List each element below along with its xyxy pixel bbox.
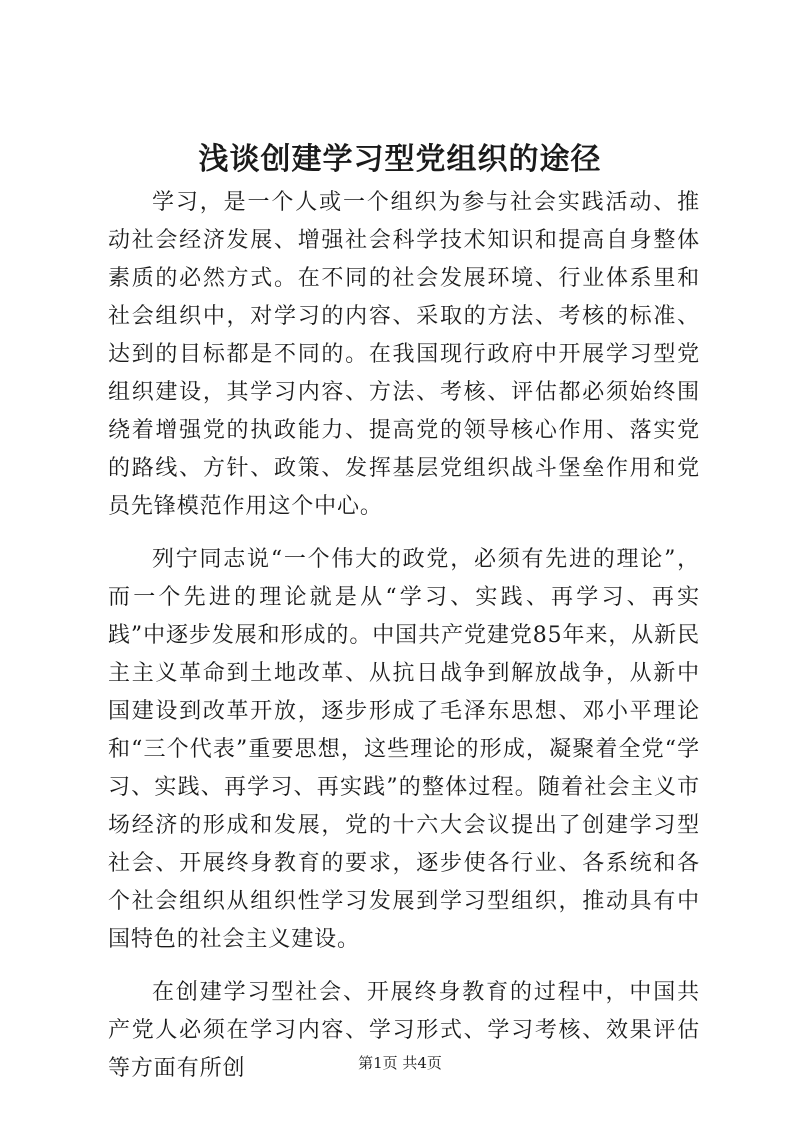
document-body: [108, 184, 700, 1088]
page-footer: 第1页 共4页: [358, 1054, 442, 1072]
paragraph-3: 在创建学习型社会、开展终身教育的过程中，中国共产党人必须在学习内容、学习形式、学习考核、效果评估等方面有所创: [108, 980, 700, 1081]
document-title: 浅谈创建学习型党组织的途径: [198, 142, 602, 177]
paragraph-2: 列宁同志说“一个伟大的政党，必须有先进的理论”，而一个先进的理论就是从“学习、实践、再学习、再实践”中逐步发展和形成的。中国共产党建党85年来，从新民主主义革命到土地改革、从抗日战争到解放战争，从新中国建设到改革开放，逐步形成了毛泽东思想、邓小平理论和“三个代表”重要思想，这些理论的形成，凝聚着全党“学习、实践、再学习、再实践”的整体过程。随着社会主义市场经济的形成和发展，党的十六大会议提出了创建学习型社会、开展终身教育的要求，逐步使各行业、各系统和各个社会组织从组织性学习发展到学习型组织，推动具有中国特色的社会主义建设。: [108, 547, 700, 952]
paragraph-1: 学习，是一个人或一个组织为参与社会实践活动、推动社会经济发展、增强社会科学技术知识和提高自身整体素质的必然方式。在不同的社会发展环境、行业体系里和社会组织中，对学习的内容、采取的方法、考核的标准、达到的目标都是不同的。在我国现行政府中开展学习型党组织建设，其学习内容、方法、考核、评估都必须始终围绕着增强党的执政能力、提高党的领导核心作用、落实党的路线、方针、政策、发挥基层党组织战斗堡垒作用和党员先锋模范作用这个中心。: [108, 190, 700, 519]
